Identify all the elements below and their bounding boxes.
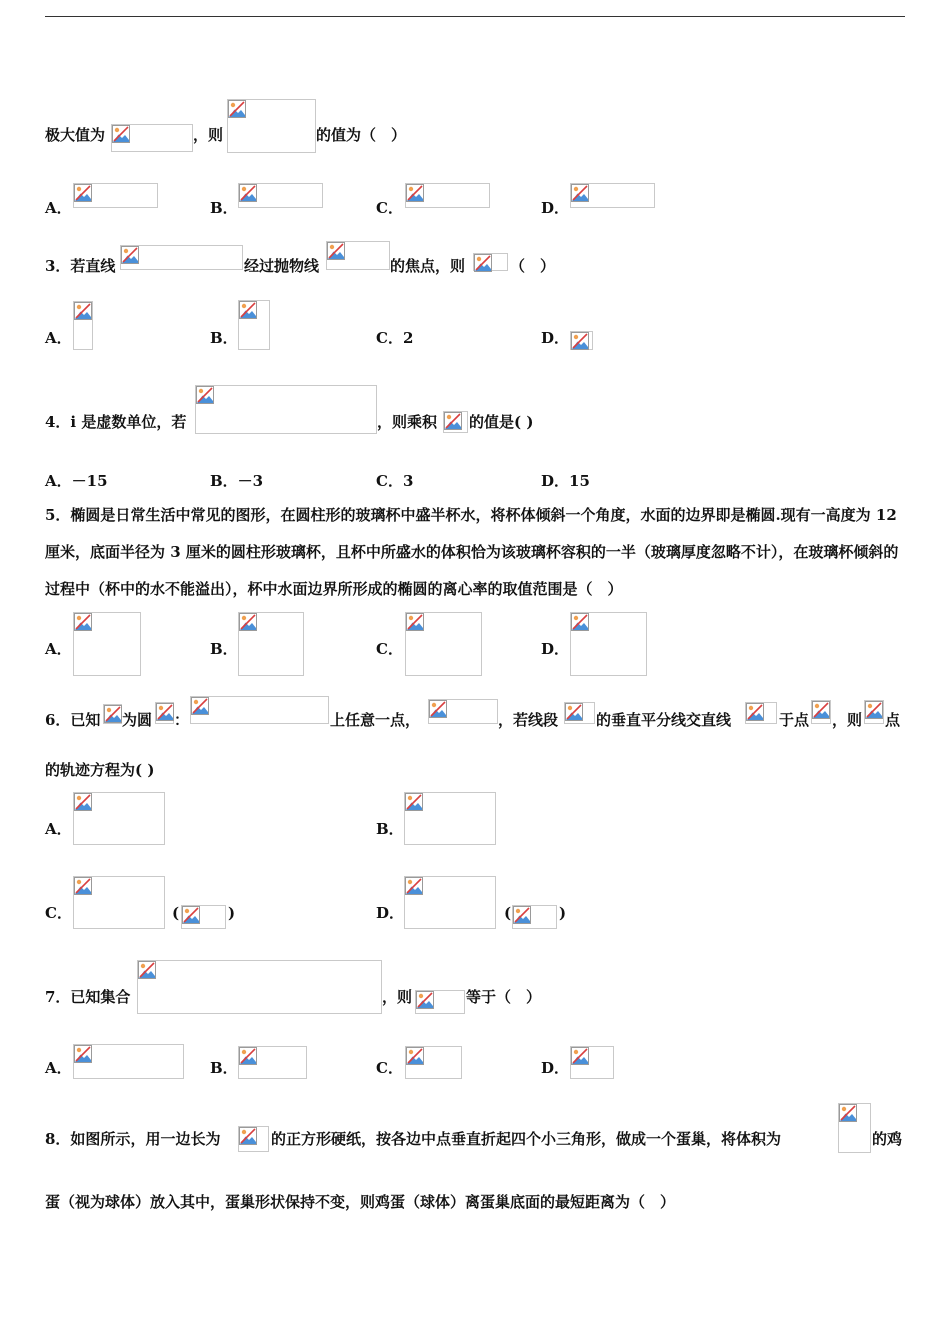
broken-image-icon — [74, 793, 92, 811]
q3-option-d-image — [570, 331, 593, 350]
q6-option-d-paren-close: ) — [559, 904, 567, 922]
q6-formula-image — [564, 702, 595, 724]
q5-option-d: D． — [541, 640, 570, 658]
broken-image-icon — [839, 1104, 857, 1122]
q6-stem-g: 于点 — [779, 711, 810, 729]
broken-image-icon — [228, 100, 246, 118]
broken-image-icon — [405, 793, 423, 811]
broken-image-icon — [104, 705, 122, 723]
q6-option-a-image — [73, 792, 165, 845]
broken-image-icon — [156, 703, 174, 721]
q2-formula-image — [227, 99, 316, 153]
q2-option-a: A． — [45, 199, 72, 217]
q6-stem-b: 为圆 — [122, 711, 153, 729]
broken-image-icon — [571, 184, 589, 202]
q2-option-c: C． — [376, 199, 403, 217]
broken-image-icon — [865, 701, 883, 719]
q7-option-a: A． — [45, 1059, 72, 1077]
broken-image-icon — [406, 1047, 424, 1065]
q2-stem-a: 极大值为 — [45, 126, 106, 144]
q7-stem-c: 等于（ ） — [466, 988, 542, 1006]
q2-option-a-image — [73, 183, 158, 208]
broken-image-icon — [239, 613, 257, 631]
q5-option-b: B． — [210, 640, 238, 658]
q8-stem-b: 的正方形硬纸，按各边中点垂直折起四个小三角形，做成一个蛋巢，将体积为 — [271, 1130, 782, 1148]
q6-stem-h: ，则 — [832, 711, 863, 729]
q5-option-a: A． — [45, 640, 72, 658]
q2-option-d: D． — [541, 199, 570, 217]
q4-formula-image — [195, 385, 377, 434]
broken-image-icon — [112, 125, 130, 143]
q6-stem-f: 的垂直平分线交直线 — [596, 711, 732, 729]
broken-image-icon — [746, 703, 764, 721]
q3-option-c: C．2 — [376, 329, 414, 347]
q2-formula-image — [111, 124, 193, 152]
q2-option-b-image — [238, 183, 323, 208]
q6-formula-image — [103, 704, 122, 724]
q4-option-a: A．－15 — [45, 472, 108, 490]
q3-formula-image — [326, 241, 390, 270]
q5-option-c-image — [405, 612, 482, 676]
q6-stem-e: ，若线段 — [498, 711, 559, 729]
q3-stem-a: 3．若直线 — [45, 257, 116, 275]
q8-formula-image — [838, 1103, 871, 1153]
q4-stem-a: 4．i 是虚数单位，若 — [45, 413, 187, 431]
q5-option-d-image — [570, 612, 647, 676]
broken-image-icon — [74, 1045, 92, 1063]
q6-option-c-condition-image — [181, 905, 226, 929]
q3-stem-b: 经过抛物线 — [244, 257, 320, 275]
broken-image-icon — [571, 1047, 589, 1065]
q7-option-c-image — [405, 1046, 462, 1079]
q6-stem-j: 的轨迹方程为( ) — [45, 761, 155, 779]
q7-option-b: B． — [210, 1059, 238, 1077]
broken-image-icon — [196, 386, 214, 404]
broken-image-icon — [74, 877, 92, 895]
q7-option-b-image — [238, 1046, 307, 1079]
q4-formula-image — [443, 411, 468, 433]
q7-stem-a: 7．已知集合 — [45, 988, 131, 1006]
q3-option-b-image — [238, 300, 270, 350]
broken-image-icon — [239, 1127, 257, 1145]
q6-option-a: A． — [45, 820, 72, 838]
broken-image-icon — [474, 254, 492, 272]
q2-option-b: B． — [210, 199, 238, 217]
broken-image-icon — [74, 302, 92, 320]
q7-option-d-image — [570, 1046, 614, 1079]
broken-image-icon — [571, 332, 589, 350]
broken-image-icon — [239, 184, 257, 202]
q6-option-d-image — [404, 876, 496, 929]
q4-stem-b: ，则乘积 — [377, 413, 438, 431]
broken-image-icon — [406, 184, 424, 202]
q8-stem-c: 的鸡 — [872, 1130, 903, 1148]
q7-formula-image — [137, 960, 382, 1014]
broken-image-icon — [812, 701, 830, 719]
q3-formula-image — [473, 253, 508, 271]
q4-option-b: B．－3 — [210, 472, 264, 490]
broken-image-icon — [239, 301, 257, 319]
broken-image-icon — [513, 906, 531, 924]
q8-stem-a: 8．如图所示，用一边长为 — [45, 1130, 221, 1148]
q5-option-c: C． — [376, 640, 403, 658]
q6-option-b-image — [404, 792, 496, 845]
broken-image-icon — [416, 991, 434, 1009]
q3-formula-image — [120, 245, 243, 270]
q4-option-c: C．3 — [376, 472, 414, 490]
q6-option-b: B． — [376, 820, 404, 838]
q6-formula-image — [745, 702, 777, 724]
header-rule — [45, 16, 905, 17]
q6-option-c-paren-close: ) — [228, 904, 236, 922]
q7-option-c: C． — [376, 1059, 403, 1077]
q2-stem-b: ，则 — [193, 126, 224, 144]
q2-stem-c: 的值为（ ） — [316, 126, 407, 144]
broken-image-icon — [191, 697, 209, 715]
q7-option-a-image — [73, 1044, 184, 1079]
broken-image-icon — [74, 184, 92, 202]
broken-image-icon — [444, 412, 462, 430]
q6-option-c-paren-open: ( — [172, 904, 180, 922]
q6-formula-image — [811, 700, 831, 724]
q3-option-b: B． — [210, 329, 238, 347]
q4-stem-c: 的值是( ) — [469, 413, 534, 431]
q6-formula-image — [428, 699, 498, 724]
q6-formula-image — [155, 702, 174, 724]
q3-stem-d: （ ） — [510, 257, 556, 275]
broken-image-icon — [405, 877, 423, 895]
q4-option-d: D．15 — [541, 472, 590, 490]
q5-stem: 5．椭圆是日常生活中常见的图形，在圆柱形的玻璃杯中盛半杯水，将杯体倾斜一个角度，水面的边界即是椭圆.现有一高度为 12 厘米，底面半径为 3 厘米的圆柱形玻璃杯，且杯中所盛水的体积恰为该玻璃杯容积的一半（玻璃厚度忽略不计），在玻璃杯倾斜的过程中（杯中的水不能溢出），杯中水面边界所形成的椭圆的离心率的取值范围是（ ） — [45, 506, 899, 598]
q6-option-c-image — [73, 876, 165, 929]
q7-stem-b: ，则 — [382, 988, 413, 1006]
q6-stem-c: ： — [174, 711, 190, 729]
q2-option-d-image — [570, 183, 655, 208]
q7-formula-image — [415, 990, 465, 1014]
q6-stem-d: 上任意一点， — [330, 711, 421, 729]
broken-image-icon — [429, 700, 447, 718]
broken-image-icon — [121, 246, 139, 264]
broken-image-icon — [239, 1047, 257, 1065]
q3-option-a-image — [73, 301, 93, 350]
q6-option-d: D． — [376, 904, 405, 922]
q3-option-d: D． — [541, 329, 570, 347]
q6-stem-i: 点 — [885, 711, 901, 729]
q5-option-b-image — [238, 612, 304, 676]
broken-image-icon — [406, 613, 424, 631]
q6-stem-a: 6．已知 — [45, 711, 101, 729]
q5-option-a-image — [73, 612, 141, 676]
broken-image-icon — [327, 242, 345, 260]
broken-image-icon — [565, 703, 583, 721]
q6-formula-image — [190, 696, 329, 724]
broken-image-icon — [571, 613, 589, 631]
q7-option-d: D． — [541, 1059, 570, 1077]
q3-option-a: A． — [45, 329, 72, 347]
q6-option-d-condition-image — [512, 905, 557, 929]
broken-image-icon — [74, 613, 92, 631]
q6-option-d-paren-open: ( — [504, 904, 512, 922]
broken-image-icon — [138, 961, 156, 979]
q6-formula-image — [864, 700, 884, 724]
broken-image-icon — [182, 906, 200, 924]
q8-stem-d: 蛋（视为球体）放入其中，蛋巢形状保持不变，则鸡蛋（球体）离蛋巢底面的最短距离为（ ） — [45, 1193, 676, 1211]
q2-option-c-image — [405, 183, 490, 208]
q6-option-c: C． — [45, 904, 72, 922]
q3-stem-c: 的焦点，则 — [390, 257, 466, 275]
q8-formula-image — [238, 1126, 269, 1152]
